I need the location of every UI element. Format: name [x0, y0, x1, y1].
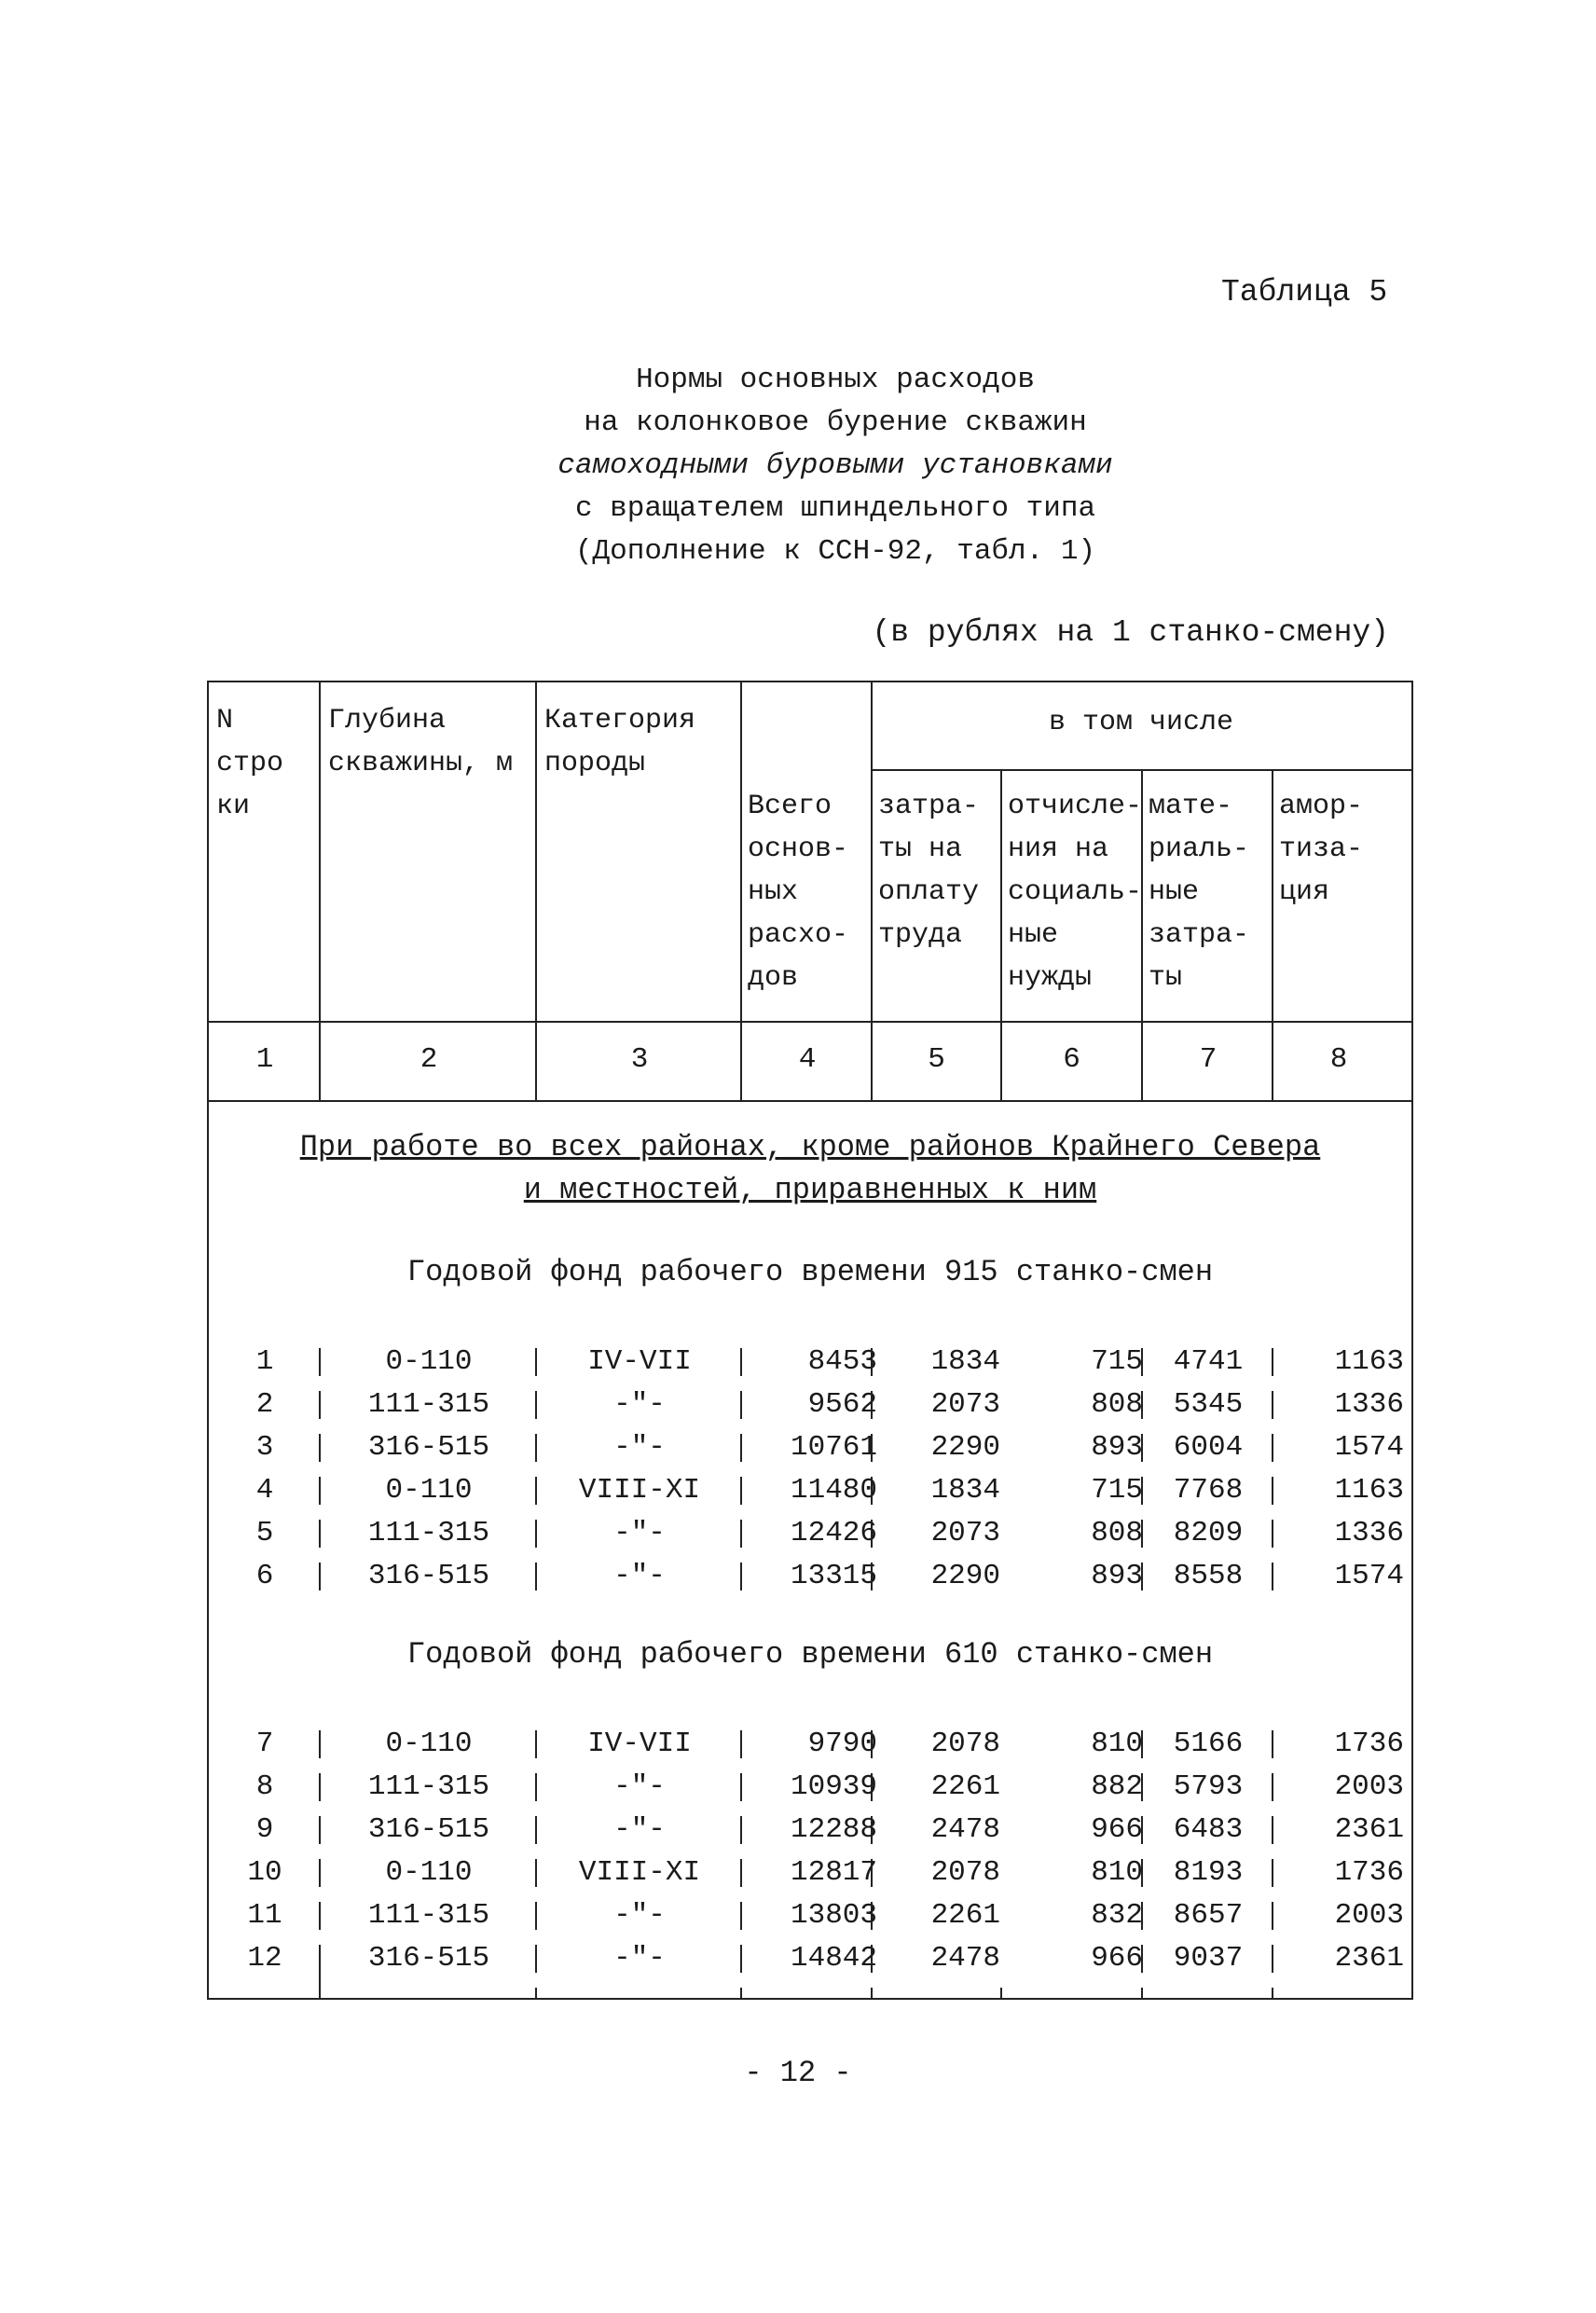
column-separator [319, 1902, 321, 1930]
table-cell: 2290 [930, 1560, 1000, 1592]
table-row [209, 1809, 1411, 1852]
table-cell: 10 [247, 1856, 282, 1889]
table-cell: -"- [613, 1813, 666, 1846]
column-separator [871, 1816, 873, 1844]
header-labor: затра- ты на оплату труда [878, 791, 980, 951]
column-separator [740, 1477, 742, 1505]
units-note: (в рублях на 1 станко-смену) [872, 615, 1389, 650]
table-cell: 8 [255, 1770, 274, 1803]
column-separator [1141, 1773, 1143, 1801]
table-row [209, 1512, 1411, 1555]
column-separator [535, 1945, 537, 1973]
column-separator [319, 1563, 321, 1590]
column-separator [871, 1902, 873, 1930]
column-separator [1141, 1477, 1143, 1505]
column-separator [535, 1434, 537, 1462]
table-label: Таблица 5 [1221, 275, 1388, 310]
table-cell: IV-VII [587, 1728, 692, 1760]
header-category: Категория породы [544, 705, 696, 779]
table-cell: 715 [1091, 1474, 1143, 1507]
table-cell: IV-VII [587, 1345, 692, 1378]
table-cell: 2078 [930, 1728, 1000, 1760]
column-separator [535, 1563, 537, 1590]
column-separator [740, 1902, 742, 1930]
table-cell: 2261 [930, 1899, 1000, 1932]
table-cell: 0-110 [385, 1856, 473, 1889]
table-cell: 2290 [930, 1431, 1000, 1464]
column-separator [740, 1348, 742, 1376]
title-line: с вращателем шпиндельного типа [574, 492, 1096, 525]
table-cell: 3 [255, 1431, 274, 1464]
table-cell: 2 [255, 1388, 274, 1421]
table-title [0, 359, 1596, 573]
table-cell: 14842 [790, 1942, 877, 1975]
table-cell: 8558 [1173, 1560, 1244, 1592]
table-cell: 111-315 [367, 1517, 490, 1549]
table-row [209, 1341, 1411, 1384]
table-cell: 1574 [1334, 1560, 1404, 1592]
column-separator [1141, 1945, 1143, 1973]
column-separator [319, 1773, 321, 1801]
table-cell: 1336 [1334, 1517, 1404, 1549]
table-cell: 8209 [1173, 1517, 1244, 1549]
table-cell: 2073 [930, 1517, 1000, 1549]
section-title: Годовой фонд рабочего времени 610 станко-смен [406, 1637, 1214, 1672]
region-title [209, 1126, 1411, 1212]
table-cell: 2478 [930, 1942, 1000, 1975]
column-separator [1272, 1730, 1273, 1758]
table-cell: 13803 [790, 1899, 877, 1932]
table-cell: 0-110 [385, 1728, 473, 1760]
table-row [209, 1766, 1411, 1809]
column-number: 6 [1063, 1043, 1080, 1076]
header-amortization: амор- тиза- ция [1279, 791, 1364, 908]
table-cell: 2078 [930, 1856, 1000, 1889]
column-separator [1141, 1902, 1143, 1930]
table-cell: 893 [1091, 1560, 1143, 1592]
column-separator [740, 1945, 742, 1973]
table-cell: 1336 [1334, 1388, 1404, 1421]
table-cell: 882 [1091, 1770, 1143, 1803]
table-cell: 7768 [1173, 1474, 1244, 1507]
table-cell: 8193 [1173, 1856, 1244, 1889]
column-separator [1141, 1563, 1143, 1590]
column-separator [871, 1859, 873, 1887]
column-separator [1272, 1816, 1273, 1844]
table-cell: VIII-XI [578, 1856, 701, 1889]
column-separator [319, 1945, 321, 1973]
column-separator [1141, 1730, 1143, 1758]
column-separator [535, 1816, 537, 1844]
table-row [209, 1469, 1411, 1512]
column-separator [535, 1730, 537, 1758]
region-title-line: и местностей, приравненных к ним [523, 1173, 1097, 1207]
column-separator [740, 1773, 742, 1801]
table-cell: 2361 [1334, 1813, 1404, 1846]
column-separator [535, 1348, 537, 1376]
table-cell: 11 [247, 1899, 282, 1932]
header-row-number: N стро ки [216, 705, 284, 822]
title-line: Нормы основных расходов [636, 364, 1035, 396]
table-cell: 810 [1091, 1728, 1143, 1760]
header-depth: Глубина скважины, м [328, 705, 514, 779]
table-cell: 715 [1091, 1345, 1143, 1378]
table-cell: 12 [247, 1942, 282, 1975]
column-separator [319, 1477, 321, 1505]
table-cell: 9 [255, 1813, 274, 1846]
column-number: 2 [420, 1043, 438, 1076]
table-cell: 893 [1091, 1431, 1143, 1464]
table-cell: 1834 [930, 1474, 1000, 1507]
column-separator [740, 1391, 742, 1419]
column-separator [740, 1563, 742, 1590]
table-cell: 8453 [807, 1345, 877, 1378]
table-cell: 6004 [1173, 1431, 1244, 1464]
table-cell: 13315 [790, 1560, 877, 1592]
table-cell: 808 [1091, 1388, 1143, 1421]
table-cell: 111-315 [367, 1770, 490, 1803]
section-title: Годовой фонд рабочего времени 915 станко-смен [406, 1255, 1214, 1289]
column-separator [1141, 1520, 1143, 1548]
column-number: 3 [630, 1043, 649, 1076]
column-separator [1272, 1391, 1273, 1419]
table-cell: 2478 [930, 1813, 1000, 1846]
table-cell: 9562 [807, 1388, 877, 1421]
column-separator [1272, 1773, 1273, 1801]
column-number: 1 [255, 1043, 274, 1076]
column-separator [1272, 1563, 1273, 1590]
column-number: 5 [928, 1043, 945, 1076]
table-cell: 8657 [1173, 1899, 1244, 1932]
table-cell: 111-315 [367, 1899, 490, 1932]
table-cell: 4 [255, 1474, 274, 1507]
table-cell: 316-515 [367, 1942, 490, 1975]
page-number: - 12 - [744, 2056, 852, 2090]
column-separator [740, 1730, 742, 1758]
column-separator [535, 1773, 537, 1801]
column-number: 8 [1329, 1043, 1348, 1076]
table-cell: 1 [255, 1345, 274, 1378]
table-cell: 316-515 [367, 1813, 490, 1846]
table-cell: 7 [255, 1728, 274, 1760]
table-cell: 1736 [1334, 1728, 1404, 1760]
table-cell: -"- [613, 1517, 666, 1549]
column-separator [319, 1434, 321, 1462]
column-separator [319, 1520, 321, 1548]
column-number: 4 [798, 1043, 817, 1076]
table-cell: 808 [1091, 1517, 1143, 1549]
table-cell: 5 [255, 1517, 274, 1549]
column-separator [1141, 1391, 1143, 1419]
column-separator [535, 1520, 537, 1548]
table-cell: 0-110 [385, 1474, 473, 1507]
table-cell: 6 [255, 1560, 274, 1592]
column-separator [1272, 1520, 1273, 1548]
table-row [209, 1426, 1411, 1469]
table-cell: -"- [613, 1770, 666, 1803]
column-separator [319, 1391, 321, 1419]
table-cell: 0-110 [385, 1345, 473, 1378]
table-cell: 9037 [1173, 1942, 1244, 1975]
column-separator [871, 1730, 873, 1758]
column-separator [871, 1477, 873, 1505]
table-cell: VIII-XI [578, 1474, 701, 1507]
column-separator [1272, 1859, 1273, 1887]
column-separator [871, 1520, 873, 1548]
table-cell: 1163 [1334, 1345, 1404, 1378]
column-separator [319, 1859, 321, 1887]
table-cell: -"- [613, 1560, 666, 1592]
column-separator [1272, 1477, 1273, 1505]
column-separator [1272, 1902, 1273, 1930]
column-separator [319, 1730, 321, 1758]
table-cell: 5793 [1173, 1770, 1244, 1803]
table-cell: 810 [1091, 1856, 1143, 1889]
title-line: на колонковое бурение скважин [584, 406, 1087, 439]
table-row [209, 1894, 1411, 1937]
table-cell: 11480 [790, 1474, 877, 1507]
header-materials: мате- риаль- ные затра- ты [1149, 791, 1250, 994]
column-separator [535, 1477, 537, 1505]
column-separator [319, 1348, 321, 1376]
column-separator [871, 1391, 873, 1419]
header-total: Всего основ- ных расхо- дов [748, 791, 849, 994]
table-cell: 832 [1091, 1899, 1143, 1932]
region-title-line: При работе во всех районах, кроме районов Крайнего Севера [299, 1130, 1321, 1164]
norms-table [207, 681, 1413, 2000]
table-cell: -"- [613, 1942, 666, 1975]
table-cell: 1574 [1334, 1431, 1404, 1464]
column-separator [871, 1563, 873, 1590]
column-separator [1141, 1859, 1143, 1887]
column-separator [319, 1816, 321, 1844]
table-cell: 2261 [930, 1770, 1000, 1803]
column-number: 7 [1199, 1043, 1218, 1076]
table-row [209, 1384, 1411, 1426]
table-cell: 316-515 [367, 1560, 490, 1592]
table-cell: 2073 [930, 1388, 1000, 1421]
table-cell: 966 [1091, 1942, 1143, 1975]
table-cell: 1736 [1334, 1856, 1404, 1889]
table-cell: 9790 [807, 1728, 877, 1760]
column-separator [535, 1391, 537, 1419]
table-row [209, 1937, 1411, 1980]
table-cell: 10939 [790, 1770, 877, 1803]
table-row [209, 1723, 1411, 1766]
table-cell: -"- [613, 1899, 666, 1932]
column-separator [1141, 1816, 1143, 1844]
column-separator [1141, 1348, 1143, 1376]
column-separator [740, 1859, 742, 1887]
table-cell: -"- [613, 1431, 666, 1464]
column-separator [1272, 1945, 1273, 1973]
header-social: отчисле- ния на социаль- ные нужды [1008, 791, 1143, 994]
title-line: самоходными буровыми установками [557, 449, 1113, 482]
table-cell: 2361 [1334, 1942, 1404, 1975]
table-cell: -"- [613, 1388, 666, 1421]
table-cell: 12426 [790, 1517, 877, 1549]
column-separator [740, 1816, 742, 1844]
table-row [209, 1555, 1411, 1598]
title-line: (Дополнение к ССН-92, табл. 1) [574, 535, 1096, 568]
table-cell: 966 [1091, 1813, 1143, 1846]
table-cell: 10761 [790, 1431, 877, 1464]
column-separator [740, 1520, 742, 1548]
header-group: в том числе [1048, 707, 1234, 738]
column-separator [871, 1348, 873, 1376]
column-separator [1141, 1434, 1143, 1462]
table-cell: 12817 [790, 1856, 877, 1889]
table-cell: 5345 [1173, 1388, 1244, 1421]
table-cell: 111-315 [367, 1388, 490, 1421]
table-cell: 6483 [1173, 1813, 1244, 1846]
table-row [209, 1852, 1411, 1894]
table-cell: 316-515 [367, 1431, 490, 1464]
table-cell: 1834 [930, 1345, 1000, 1378]
table-cell: 1163 [1334, 1474, 1404, 1507]
column-separator [871, 1945, 873, 1973]
table-cell: 5166 [1173, 1728, 1244, 1760]
column-separator [535, 1902, 537, 1930]
table-cell: 12288 [790, 1813, 877, 1846]
column-separator [740, 1434, 742, 1462]
column-separator [871, 1434, 873, 1462]
table-cell: 2003 [1334, 1770, 1404, 1803]
column-separator [871, 1773, 873, 1801]
column-separator [535, 1859, 537, 1887]
column-separator [1272, 1348, 1273, 1376]
column-separator [1272, 1434, 1273, 1462]
table-cell: 4741 [1173, 1345, 1244, 1378]
table-cell: 2003 [1334, 1899, 1404, 1932]
column-numbers-row [209, 1039, 1411, 1081]
